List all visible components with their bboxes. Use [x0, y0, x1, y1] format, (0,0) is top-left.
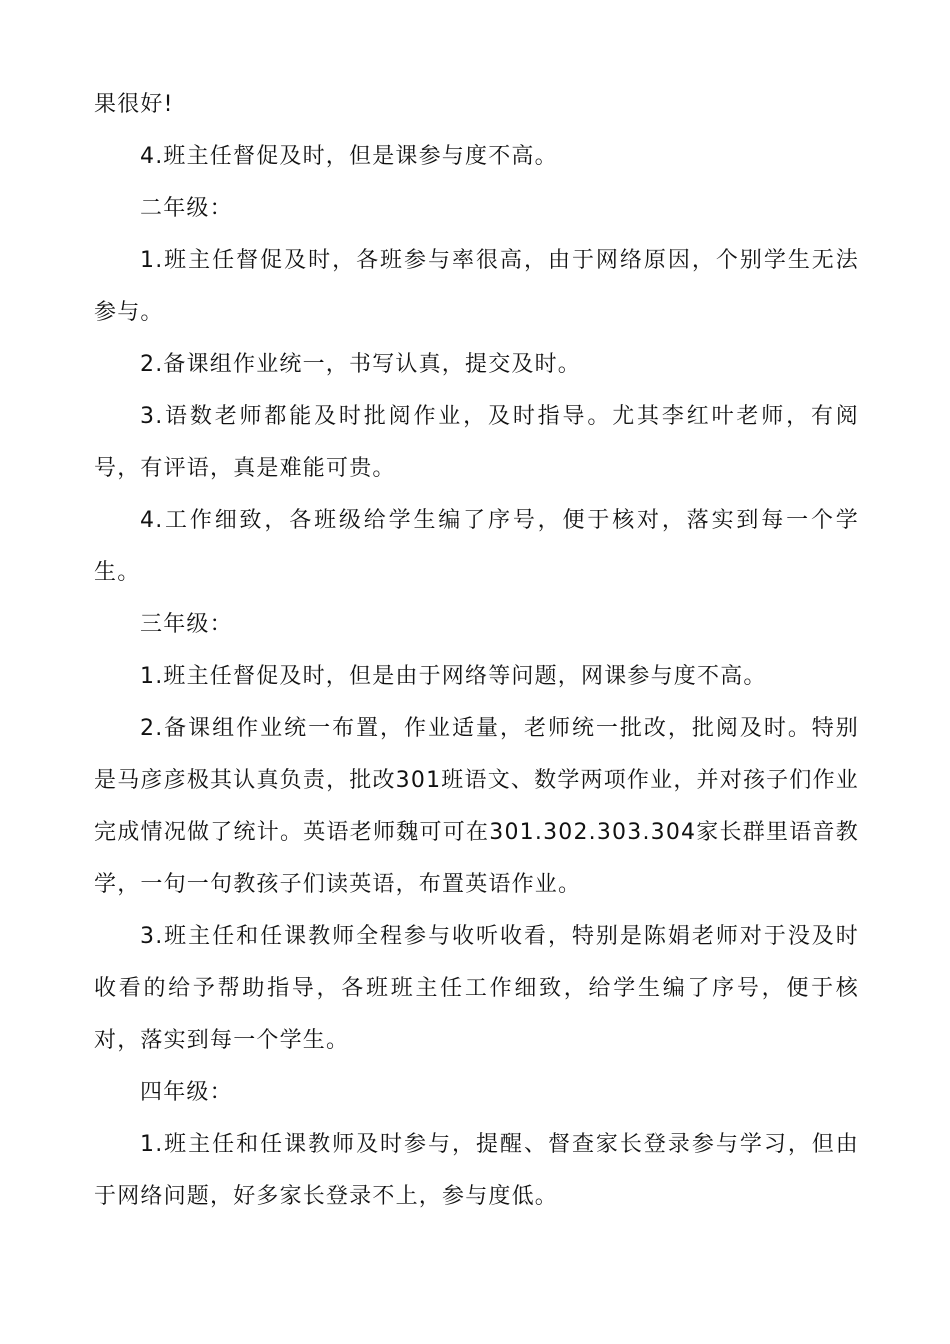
- paragraph-grade4-item1: 1.班主任和任课教师及时参与，提醒、督查家长登录参与学习，但由于网络问题，好多家长登录不上，参与度低。: [94, 1132, 859, 1209]
- heading-grade3: 三年级：: [140, 612, 233, 637]
- paragraph-continuation: 果很好!: [94, 92, 174, 117]
- paragraph-grade1-item4: 4.班主任督促及时，但是课参与度不高。: [140, 144, 558, 169]
- heading-grade2: 二年级：: [140, 196, 233, 221]
- document-page: [94, 79, 859, 1223]
- paragraph-grade2-item2: 2.备课组作业统一，书写认真，提交及时。: [140, 352, 581, 377]
- heading-grade4: 四年级：: [140, 1080, 233, 1105]
- paragraph-grade2-item1: 1.班主任督促及时，各班参与率很高，由于网络原因，个别学生无法参与。: [94, 248, 859, 325]
- paragraph-grade2-item3: 3.语数老师都能及时批阅作业，及时指导。尤其李红叶老师，有阅号，有评语，真是难能可贵。: [94, 404, 859, 481]
- paragraph-grade2-item4: 4.工作细致，各班级给学生编了序号，便于核对，落实到每一个学生。: [94, 508, 859, 585]
- paragraph-grade3-item1: 1.班主任督促及时，但是由于网络等问题，网课参与度不高。: [140, 664, 767, 689]
- paragraph-grade3-item2: 2.备课组作业统一布置，作业适量，老师统一批改，批阅及时。特别是马彦彦极其认真负责，批改301班语文、数学两项作业，并对孩子们作业完成情况做了统计。英语老师魏可可在301.302.303.304家长群里语音教学，一句一句教孩子们读英语，布置英语作业。: [94, 716, 859, 897]
- paragraph-grade3-item3: 3.班主任和任课教师全程参与收听收看，特别是陈娟老师对于没及时收看的给予帮助指导，各班班主任工作细致，给学生编了序号，便于核对，落实到每一个学生。: [94, 924, 859, 1053]
